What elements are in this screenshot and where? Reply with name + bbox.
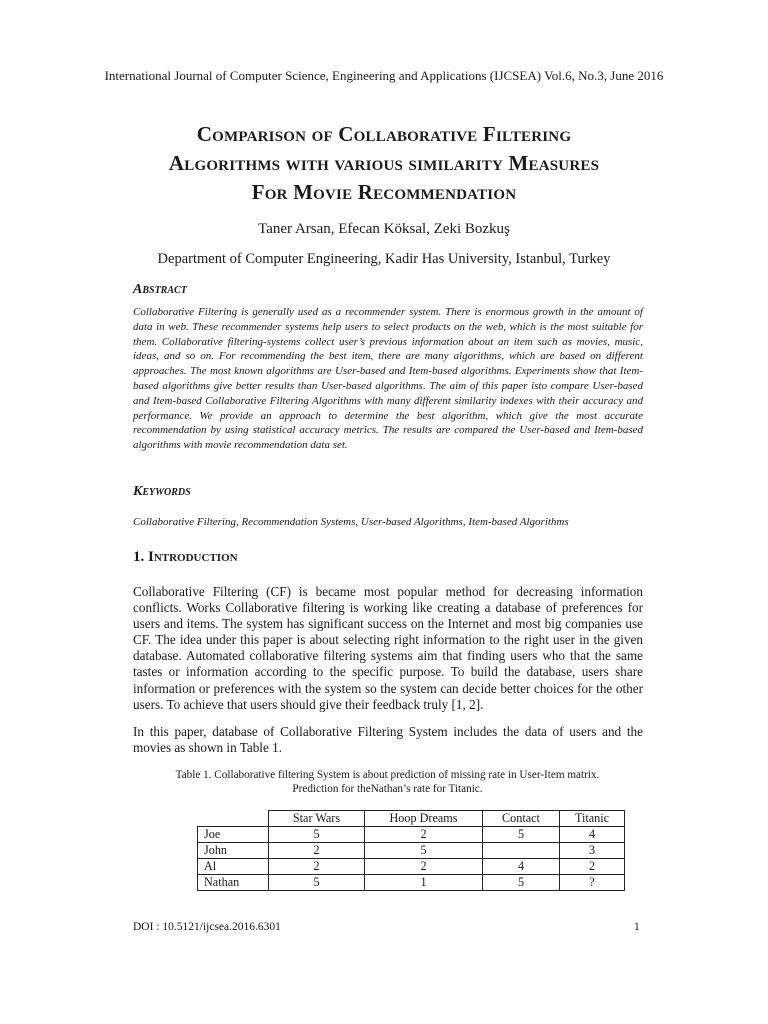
row-user-name: Nathan bbox=[198, 875, 269, 891]
title-line-2: Algorithms with various similarity Measures bbox=[168, 151, 600, 175]
page-number: 1 bbox=[634, 921, 640, 933]
doi-footer: DOI : 10.5121/ijcsea.2016.6301 bbox=[133, 921, 281, 933]
column-header: Titanic bbox=[560, 811, 625, 827]
rating-cell: 5 bbox=[483, 875, 560, 891]
table-row bbox=[198, 875, 625, 891]
introduction-paragraph-1: Collaborative Filtering (CF) is became most popular method for decreasing information conflicts. Works Collaborative filtering is working like creating a database of preferences for users and items. The system has significant success on the Internet and most big companies use CF. The idea under this paper is about selecting right information to the right user in the given database. Automated collaborative filtering systems aim that finding users who that the same tastes or information according to the specific purpose. To build the database, users share information or preferences with the system so the system can decide better choices for the other users. To achieve that users should give their feedback truly [1, 2]. bbox=[133, 584, 643, 712]
table-row bbox=[198, 859, 625, 875]
rating-cell: 2 bbox=[560, 859, 625, 875]
introduction-paragraph-2: In this paper, database of Collaborative Filtering System includes the data of users and the movies as shown in Table 1. bbox=[133, 724, 643, 756]
title-line-3: For Movie Recommendation bbox=[251, 180, 517, 204]
table-corner-cell bbox=[198, 811, 269, 827]
table-row bbox=[198, 827, 625, 843]
rating-cell: 4 bbox=[483, 859, 560, 875]
row-user-name: Al bbox=[198, 859, 269, 875]
rating-cell: 5 bbox=[269, 875, 365, 891]
rating-cell: 5 bbox=[365, 843, 483, 859]
table-caption: Table 1. Collaborative filtering System is about prediction of missing rate in User-Item matrix. Prediction for theNathan’s rate for Titanic. bbox=[175, 769, 600, 795]
paper-title bbox=[0, 120, 768, 207]
column-header: Contact bbox=[483, 811, 560, 827]
abstract-heading: Abstract bbox=[133, 282, 187, 297]
row-user-name: John bbox=[198, 843, 269, 859]
row-user-name: Joe bbox=[198, 827, 269, 843]
rating-cell: 2 bbox=[269, 843, 365, 859]
introduction-heading: 1. Introduction bbox=[133, 549, 238, 565]
authors: Taner Arsan, Efecan Köksal, Zeki Bozkuş bbox=[258, 221, 510, 237]
affiliation: Department of Computer Engineering, Kadir Has University, Istanbul, Turkey bbox=[157, 251, 611, 267]
keywords-text: Collaborative Filtering, Recommendation Systems, User-based Algorithms, Item-based Algorithms bbox=[133, 516, 569, 528]
rating-cell: 1 bbox=[365, 875, 483, 891]
rating-cell: 5 bbox=[483, 827, 560, 843]
journal-header: International Journal of Computer Science, Engineering and Applications (IJCSEA) Vol.6, No.3, June 2016 bbox=[104, 68, 664, 83]
rating-cell: ? bbox=[560, 875, 625, 891]
rating-cell bbox=[483, 843, 560, 859]
abstract-text: Collaborative Filtering is generally used as a recommender system. There is enormous growth in the amount of data in web. These recommender systems help users to select products on the web, which is the most suitable for them. Collaborative filtering-systems collect user’s previous information about an item such as movies, music, ideas, and so on. For recommending the best item, there are many algorithms, which are based on different approaches. The most known algorithms are User-based and Item-based algorithms. Experiments show that Item-based algorithms give better results than User-based algorithms. The aim of this paper isto compare User-based and Item-based Collaborative Filtering Algorithms with many different similarity indexes with their accuracy and performance. We provide an approach to determine the best algorithm, which give the most accurate recommendation by using statistical accuracy metrics. The results are compared the User-based and Item-based algorithms with movie recommendation data set. bbox=[133, 306, 643, 452]
rating-cell: 4 bbox=[560, 827, 625, 843]
title-line-1: Comparison of Collaborative Filtering bbox=[196, 122, 572, 146]
rating-cell: 2 bbox=[269, 859, 365, 875]
rating-cell: 2 bbox=[365, 827, 483, 843]
column-header: Star Wars bbox=[269, 811, 365, 827]
table-header-row bbox=[198, 811, 625, 827]
table-row bbox=[198, 843, 625, 859]
rating-cell: 5 bbox=[269, 827, 365, 843]
keywords-heading: Keywords bbox=[133, 484, 191, 499]
ratings-table bbox=[197, 810, 625, 891]
column-header: Hoop Dreams bbox=[365, 811, 483, 827]
rating-cell: 2 bbox=[365, 859, 483, 875]
rating-cell: 3 bbox=[560, 843, 625, 859]
